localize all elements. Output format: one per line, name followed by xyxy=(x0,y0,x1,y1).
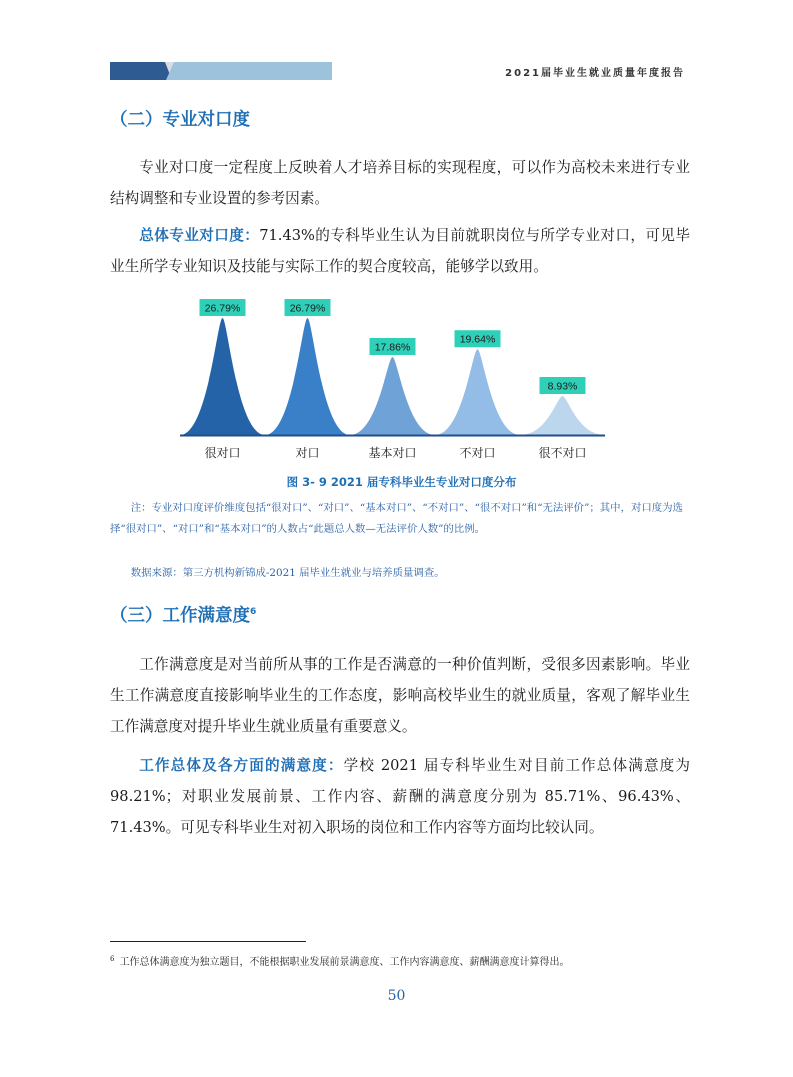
category-label-3: 基本对口 xyxy=(368,446,417,460)
major-match-intro: 专业对口度一定程度上反映着人才培养目标的实现程度，可以作为高校未来进行专业结构调整和专业设置的参考因素。 xyxy=(110,159,690,207)
page-number: 50 xyxy=(387,988,406,1004)
header-banner xyxy=(110,62,332,80)
summary-text: 学校 2021 届专科毕业生对目前工作总体满意度为 98.21%；对职业发展前景、工作内容、薪酬的满意度分别为 85.71%、96.43%、71.43%。可见专科毕业生对初入职场的岗位和工作内容等方面均比较认同。 xyxy=(110,757,690,836)
category-label-4: 不对口 xyxy=(459,446,496,460)
footnote xyxy=(110,953,569,968)
figure-caption: 图 3- 9 2021 届专科毕业生专业对口度分布 xyxy=(286,475,517,489)
category-label-5: 很不对口 xyxy=(538,446,587,460)
job-satisfaction-summary xyxy=(110,750,690,843)
category-label-2: 对口 xyxy=(295,446,320,460)
chart-svg xyxy=(180,292,605,467)
data-label-4: 19.64% xyxy=(459,333,496,346)
data-label-2: 26.79% xyxy=(289,302,326,315)
area-peak-5 xyxy=(520,396,605,435)
data-source: 数据来源：第三方机构新锦成-2021 届毕业生就业与培养质量调查。 xyxy=(130,567,445,579)
section3-heading-text: （三）工作满意度 xyxy=(110,606,250,626)
footnote-text: 工作总体满意度为独立题目，不能根据职业发展前景满意度、工作内容满意度、薪酬满意度计算得出。 xyxy=(119,957,570,968)
summary-lead: 工作总体及各方面的满意度： xyxy=(139,757,344,774)
data-label-1: 26.79% xyxy=(204,302,241,315)
footnote-divider xyxy=(110,941,306,942)
chart-note: 注：专业对口度评价维度包括“很对口”、“对口”、“基本对口”、“不对口”、“很不对口”和“无法评价”；其中，对口度为选择“很对口”、“对口”和“基本对口”的人数占“此题总人数—无法评价人数”的比例。 xyxy=(110,502,683,535)
report-title: 2021届毕业生就业质量年度报告 xyxy=(505,68,685,79)
footnote-ref: 6 xyxy=(250,607,257,618)
footnote-mark: 6 xyxy=(110,954,115,963)
job-satisfaction-intro: 工作满意度是对当前所从事的工作是否满意的一种价值判断，受很多因素影响。毕业生工作满意度直接影响毕业生的工作态度，影响高校毕业生的就业质量，客观了解毕业生工作满意度对提升毕业生就业质量有重要意义。 xyxy=(110,656,690,735)
section-heading-job-satisfaction xyxy=(110,602,256,627)
major-match-chart xyxy=(180,292,605,467)
summary-lead: 总体专业对口度： xyxy=(139,227,260,244)
area-peak-3 xyxy=(350,357,435,435)
data-label-5: 8.93% xyxy=(547,380,578,393)
data-label-3: 17.86% xyxy=(374,341,411,354)
section-heading-major-match: （二）专业对口度 xyxy=(110,110,250,130)
area-peak-1 xyxy=(180,318,265,435)
summary-text: 71.43%的专科毕业生认为目前就职岗位与所学专业对口，可见毕业生所学专业知识及技能与实际工作的契合度较高，能够学以致用。 xyxy=(110,227,690,275)
major-match-summary xyxy=(110,220,690,282)
area-peak-2 xyxy=(265,318,350,435)
category-label-1: 很对口 xyxy=(204,446,241,460)
area-peak-4 xyxy=(435,349,520,435)
